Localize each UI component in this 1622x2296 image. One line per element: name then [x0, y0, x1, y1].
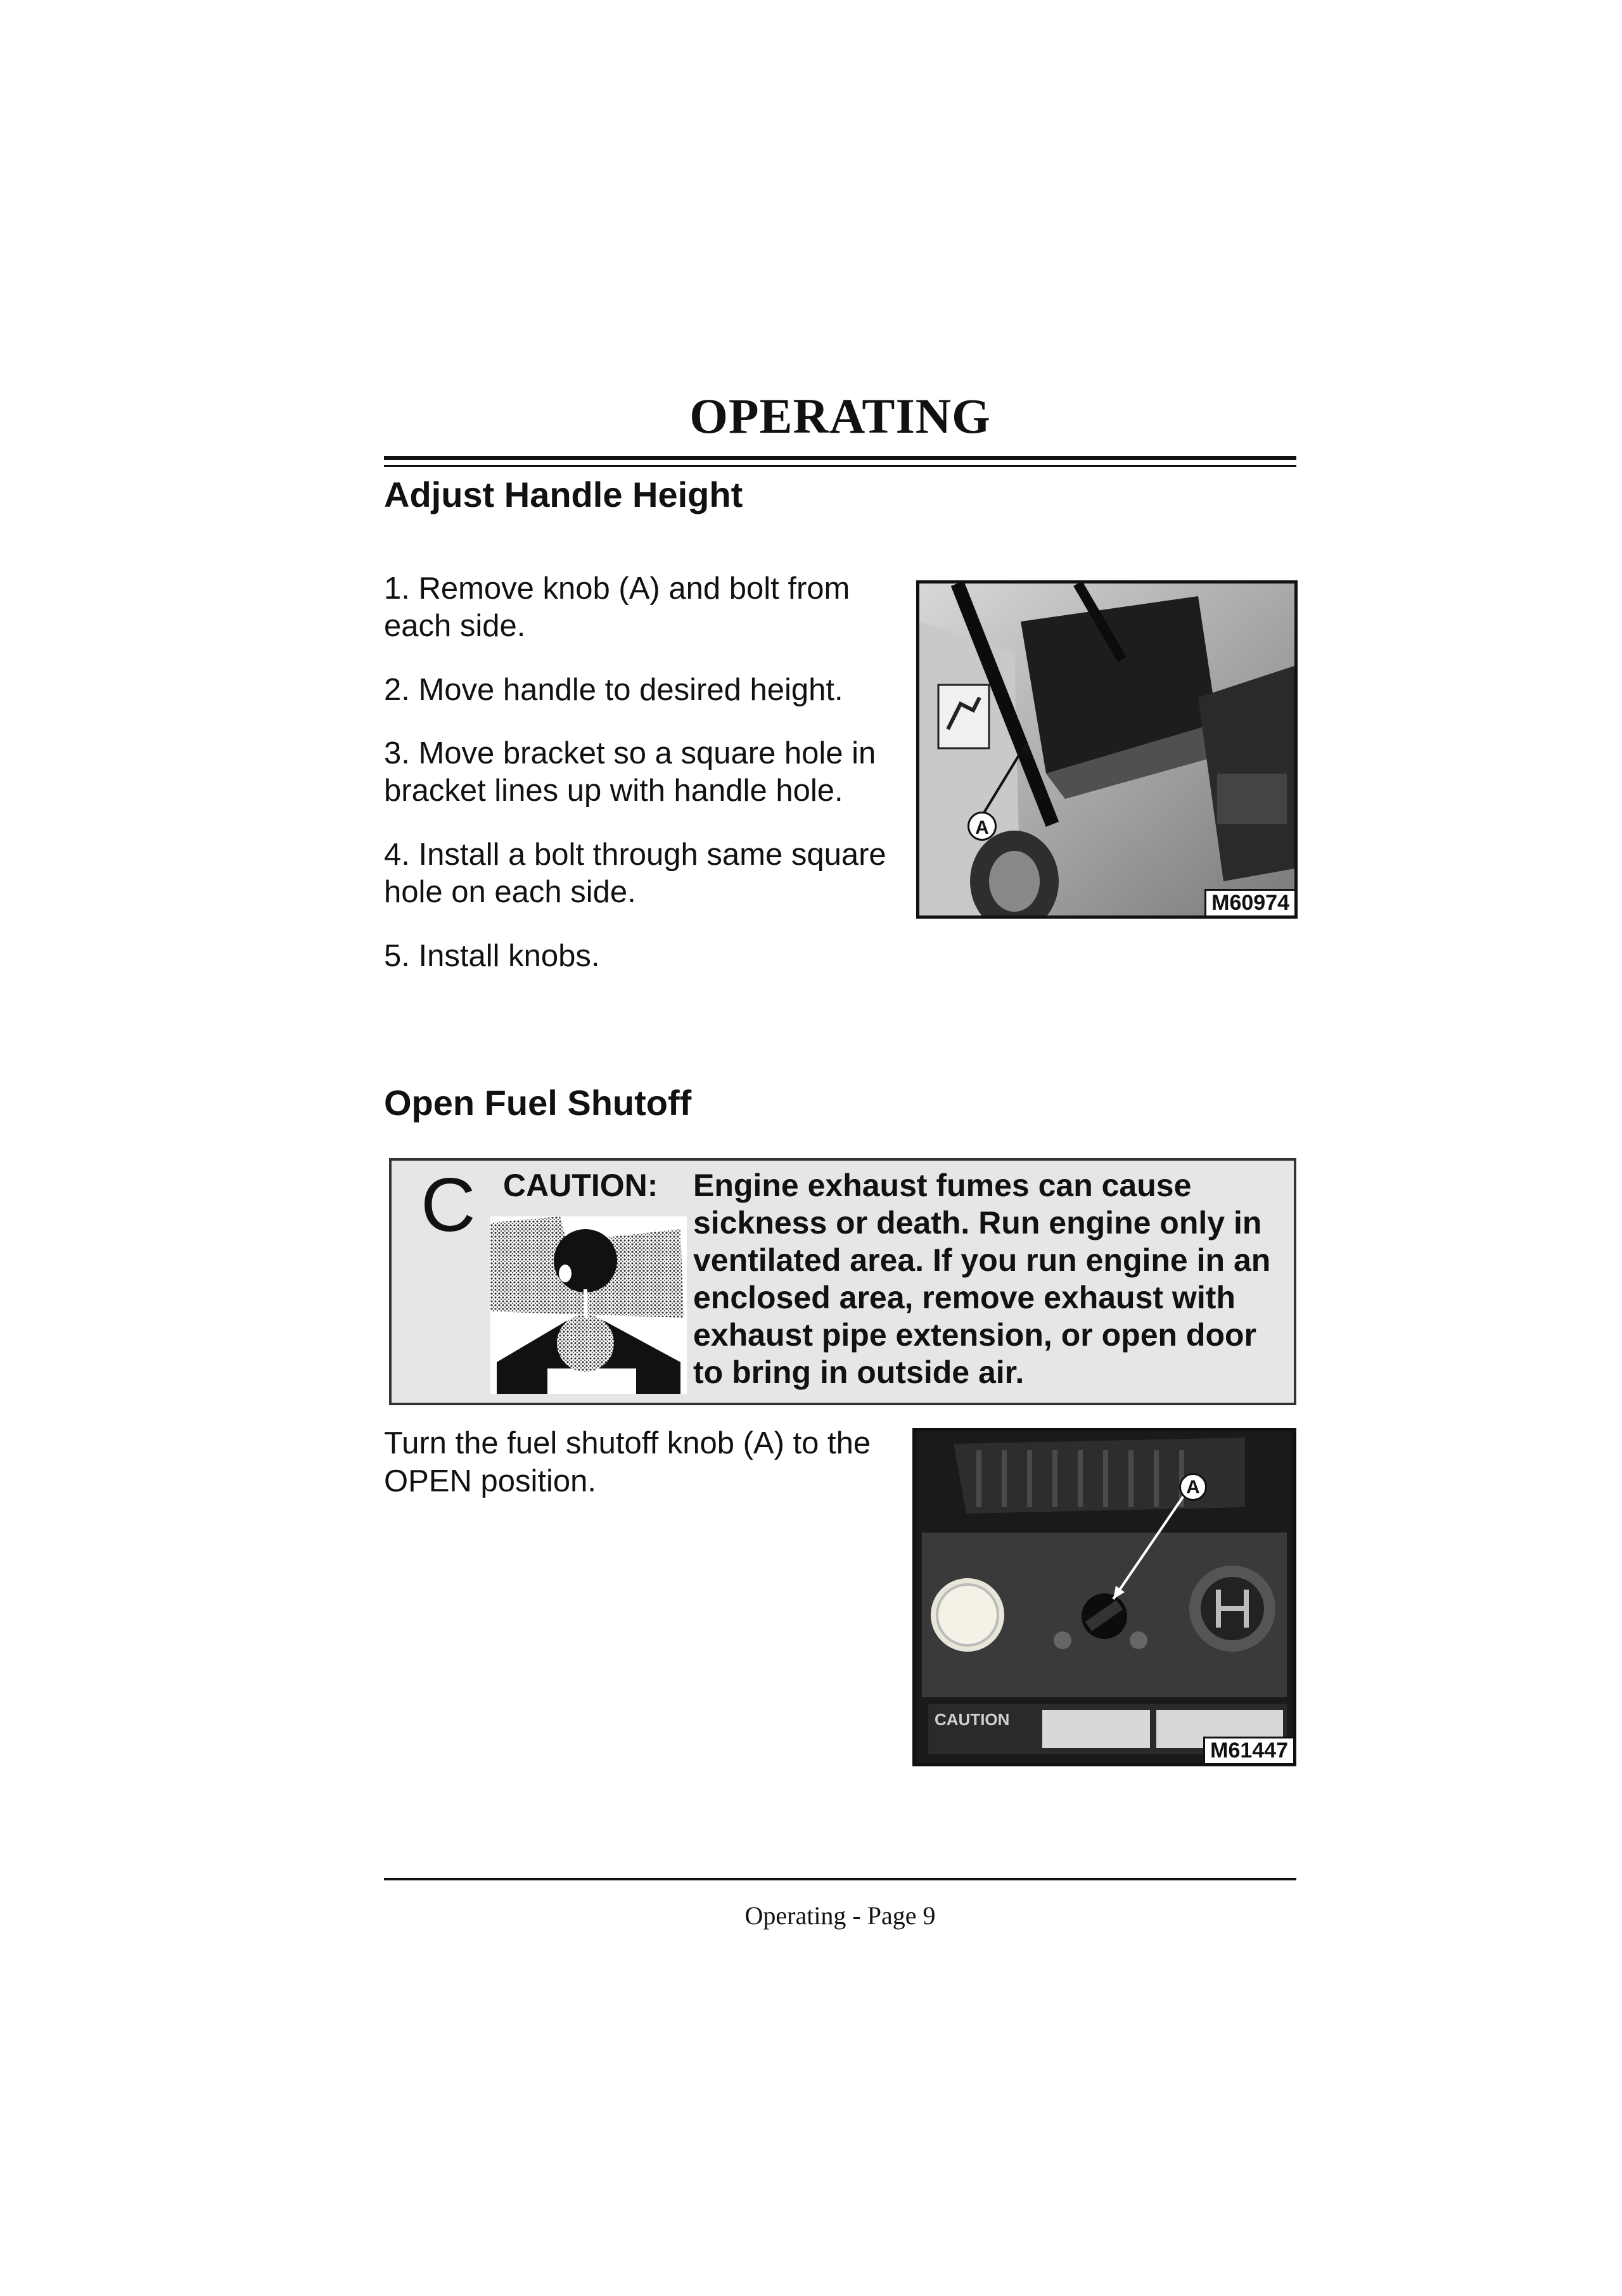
- footer-rule: [384, 1878, 1296, 1880]
- step-5: 5. Install knobs.: [384, 939, 600, 973]
- handle-figure-label: M60974: [1204, 889, 1294, 915]
- fuel-callout-a: A: [1179, 1473, 1207, 1501]
- panel-caution-text: CAUTION: [935, 1710, 1010, 1729]
- fuel-shutoff-instruction: Turn the fuel shutoff knob (A) to the OPEN position.: [384, 1426, 871, 1498]
- caution-label: CAUTION:: [503, 1168, 658, 1203]
- page-footer: Operating - Page 9: [744, 1901, 936, 1930]
- exhaust-fumes-icon: [490, 1216, 687, 1394]
- fuel-shutoff-photo: [912, 1428, 1296, 1766]
- step-1: 1. Remove knob (A) and bolt from each side.: [384, 571, 850, 643]
- header-rule-thick: [384, 456, 1296, 460]
- step-4: 4. Install a bolt through same square hole on each side.: [384, 838, 886, 909]
- step-2: 2. Move handle to desired height.: [384, 673, 843, 707]
- mower-illustration: [919, 584, 1294, 915]
- section-title: OPERATING: [689, 388, 991, 443]
- handle-callout-a: A: [967, 812, 997, 841]
- step-3: 3. Move bracket so a square hole in bracket lines up with handle hole.: [384, 736, 876, 808]
- header-rule-thin: [384, 465, 1296, 467]
- caution-text: Engine exhaust fumes can cause sickness or death. Run engine only in ventilated area. If you run engine in an enclosed area, remove exhaust with exhaust pipe extension, or open door to bring in outside air.: [693, 1168, 1271, 1390]
- adjust-handle-heading: Adjust Handle Height: [384, 475, 743, 514]
- caution-box: [389, 1158, 1296, 1405]
- fuel-figure-label: M61447: [1203, 1737, 1293, 1763]
- fuel-shutoff-heading: Open Fuel Shutoff: [384, 1083, 692, 1123]
- handle-height-photo: [916, 580, 1298, 919]
- caution-symbol: C: [421, 1163, 476, 1247]
